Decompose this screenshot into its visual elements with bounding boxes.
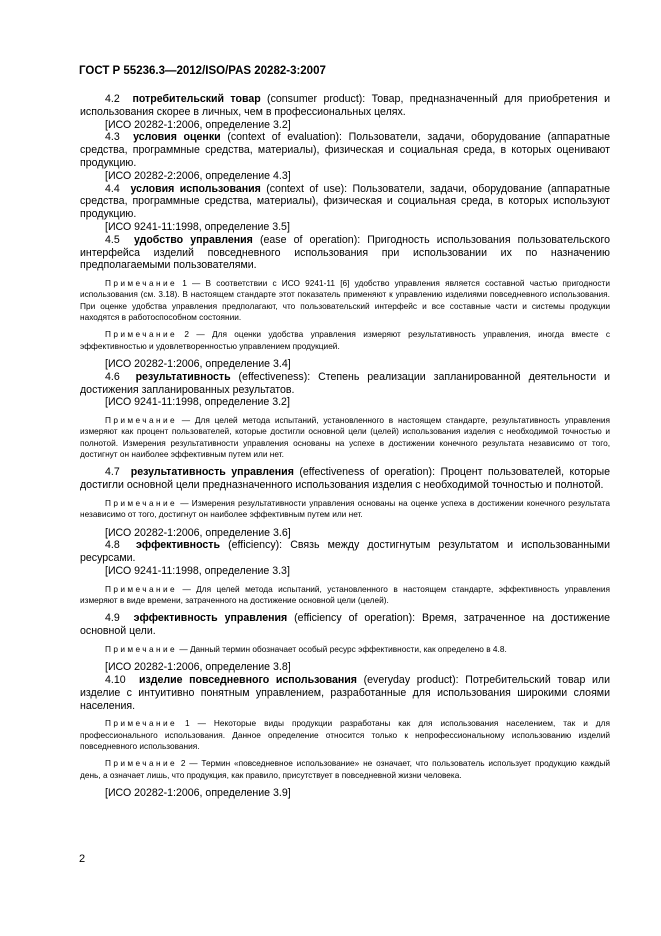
reference: [ИСО 20282-2:2006, определение 4.3]: [105, 169, 291, 182]
reference: [ИСО 9241-11:1998, определение 3.5]: [105, 220, 290, 233]
term-name: результативность: [135, 370, 231, 383]
note-label: Примечание: [105, 758, 178, 769]
note-label: Примечание: [105, 497, 178, 508]
note: [80, 584, 610, 607]
term-number: 4.2: [105, 93, 120, 105]
term-definition: [80, 183, 610, 221]
note-text: 1 — В соответствии с ИСО 9241-11 [6] удобство управления является составной частью пригодности использования (см. 3.18). В настоящем стандарте этот показатель применяют к управлению изделиями повседневного использования. При оценке удобства управления предполагают, что пользовательский интерфейс и все составные части и системы продукции находятся в работоспособном состоянии.: [80, 278, 610, 323]
note-text: — Измерения результативности управления основаны на оценке успеха в достижении конечного результата независимо от того, достигнут он наиболее эффективным путем или нет.: [80, 497, 610, 520]
term-number: 4.8: [105, 539, 120, 552]
term-text: (effectiveness of operation): Процент пользователей, которые достигли основной цели предназначенного использования изделия с необходимой точностью и полнотой.: [80, 466, 610, 492]
page-number: 2: [79, 853, 86, 865]
note-text: — Данный термин обозначает особый ресурс эффективности, как определено в 4.8.: [177, 643, 507, 654]
term-definition: [80, 674, 610, 712]
term-name: потребительский товар: [132, 93, 261, 105]
term-name: изделие повседневного использования: [138, 673, 357, 686]
term-definition: [80, 131, 610, 169]
term-number: 4.9: [105, 612, 120, 625]
reference: [ИСО 9241-11:1998, определение 3.2]: [105, 396, 290, 409]
reference: [ИСО 20282-1:2006, определение 3.4]: [105, 357, 291, 370]
reference: [ИСО 20282-1:2006, определение 3.2]: [105, 118, 291, 131]
term-text: (context of evaluation): Пользователи, задачи, оборудование (аппаратные средства, программные средства, материалы), физическая и социальная среда, в которых оценивают продукцию.: [80, 131, 610, 169]
term-number: 4.5: [105, 233, 120, 246]
term-number: 4.6: [105, 370, 120, 383]
term-definition: [80, 612, 610, 638]
note-label: Примечание: [105, 643, 178, 654]
term-text: (everyday product): Потребительский товар или изделие с интуитивно понятным управлением, разработанные для использования широкими слоями населения.: [80, 673, 611, 712]
note-text: 1 — Некоторые виды продукции разработаны как для использования населением, так и для профессионального использования. Данное определение относится только к непрофессиональному использованию изделий повседневного использования.: [80, 718, 610, 751]
term-number: 4.3: [105, 131, 120, 144]
reference: [ИСО 20282-1:2006, определение 3.8]: [105, 661, 291, 674]
term-text: (effectiveness): Степень реализации запланированной деятельности и достижения запланированных результатов.: [80, 370, 610, 396]
term-name: эффективность: [136, 539, 220, 552]
term-number: 4.4: [105, 182, 120, 195]
reference: [ИСО 9241-11:1998, определение 3.3]: [105, 564, 290, 577]
term-number: 4.10: [105, 673, 126, 686]
term-name: результативность управления: [130, 466, 294, 479]
document-header: ГОСТ Р 55236.3—2012/ISO/PAS 20282-3:2007: [79, 65, 326, 77]
note: [80, 644, 610, 655]
note: [80, 718, 610, 752]
document-body: [80, 93, 610, 800]
term-text: (efficiency of operation): Время, затраченное на достижение основной цели.: [80, 612, 611, 638]
term-name: условия использования: [130, 182, 261, 195]
term-definition: [80, 371, 610, 397]
note-text: 2 — Для оценки удобства управления измеряют результативность управления, иногда вместе с эффективностью и удовлетворенностью управлением продукцией.: [80, 329, 610, 351]
note: [80, 498, 610, 521]
term-definition: [80, 93, 610, 119]
reference: [ИСО 20282-1:2006, определение 3.9]: [105, 786, 291, 799]
reference: [ИСО 20282-1:2006, определение 3.6]: [105, 526, 291, 539]
note: [80, 415, 610, 460]
term-definition: [80, 234, 610, 272]
term-definition: [80, 539, 610, 565]
term-number: 4.7: [105, 466, 120, 479]
note-text: — Для целей метода испытаний, установленного в настоящем стандарте, эффективность управления измеряют в виде времени, затраченного на достижение основной цели (целей).: [80, 583, 610, 605]
term-text: (ease of operation): Пригодность использования пользовательского интерфейса изделий повседневного использования при использовании их по назначению предполагаемыми пользователями.: [80, 233, 610, 272]
note: [80, 758, 610, 781]
note-text: 2 — Термин «повседневное использование» не означает, что пользователь использует продукцию каждый день, а означает лишь, что продукция, как правило, присутствует в повседневной жизни человека.: [80, 758, 610, 780]
note-label: Примечание: [105, 718, 178, 729]
note: [80, 278, 610, 323]
note-label: Примечание: [105, 583, 178, 594]
term-definition: [80, 466, 610, 492]
term-text: (consumer product): Товар, предназначенный для приобретения и использования скорее в личных, чем в профессиональных целях.: [80, 93, 611, 118]
term-text: (context of use): Пользователи, задачи, оборудование (аппаратные средства, программные средства, материалы), физическая и социальная среда, в которых используют продукцию.: [80, 182, 611, 221]
note-label: Примечание: [105, 415, 178, 426]
term-name: условия оценки: [133, 131, 221, 144]
note-label: Примечание: [105, 329, 178, 340]
note: [80, 329, 610, 352]
note-text: — Для целей метода испытаний, установленного в настоящем стандарте, результативность управления измеряют как процент пользователей, которые достигли основной цели (целей) использования изделия с необходимой точностью и полнотой. Измерения результативности управления основаны на успехе в достижении конечного результата независимо от того, достигнут он наиболее эффективным путем или нет.: [80, 415, 610, 460]
term-text: (efficiency): Связь между достигнутым результатом и использованными ресурсами.: [80, 539, 610, 565]
term-name: удобство управления: [133, 233, 253, 246]
note-label: Примечание: [105, 278, 178, 289]
term-name: эффективность управления: [133, 612, 288, 625]
